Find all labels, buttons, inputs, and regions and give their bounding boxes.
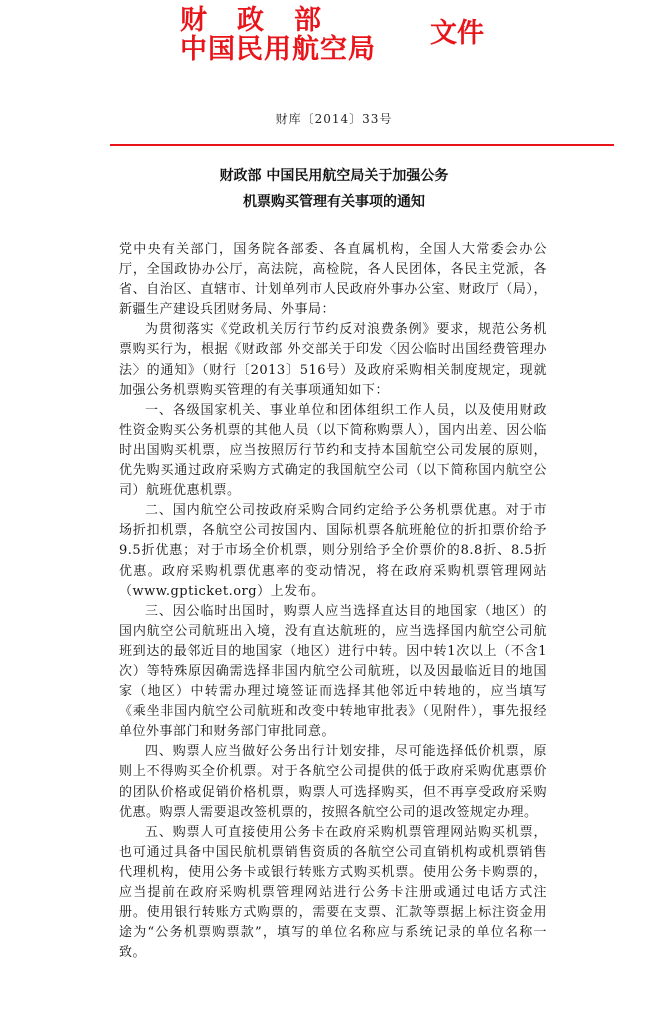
issuer-caac: 中国民用航空局 xyxy=(180,34,376,65)
document-number: 财库〔2014〕33号 xyxy=(275,112,393,126)
document-body xyxy=(119,240,547,963)
red-divider-line xyxy=(110,144,614,146)
paragraph-item-2: 二、国内航空公司按政府采购合同约定给予公务机票优惠。对于市场折扣机票，各航空公司按国内、国际机票各航班舱位的折扣票价给予9.5折优惠；对于市场全价机票，则分别给予全价票价的8.8折、8.5折优惠。政府采购机票优惠率的变动情况，将在政府采购机票管理网站（www.gpticket.org）上发布。 xyxy=(119,503,547,599)
document-title xyxy=(0,163,668,215)
salutation: 党中央有关部门，国务院各部委、各直属机构，全国人大常委会办公厅，全国政协办公厅，高法院，高检院，各人民团体，各民主党派，各省、自治区、直辖市、计划单列市人民政府外事办公室、财政厅（局），新疆生产建设兵团财务局、外事局： xyxy=(119,242,547,318)
document-header xyxy=(0,0,668,70)
paragraph-intro: 为贯彻落实《党政机关厉行节约反对浪费条例》要求，规范公务机票购买行为，根据《财政部 外交部关于印发〈因公临时出国经费管理办法〉的通知》（财行〔2013〕516号）及政府采购相关制度规定，现就加强公务机票购买管理的有关事项通知如下： xyxy=(119,322,547,398)
document-type-label: 文件 xyxy=(430,18,484,49)
document-title-line-1: 财政部 中国民用航空局关于加强公务 xyxy=(219,168,449,184)
issuing-authorities xyxy=(180,6,440,64)
paragraph-item-5: 五、购票人可直接使用公务卡在政府采购机票管理网站购买机票，也可通过具备中国民航机票销售资质的各航空公司直销机构或机票销售代理机构，使用公务卡或银行转账方式购买机票。使用公务卡购票的，应当提前在政府采购机票管理网站进行公务卡注册或通过电话方式注册。使用银行转账方式购票的，需要在支票、汇款等票据上标注资金用途为“公务机票购票款”，填写的单位名称应与系统记录的单位名称一致。 xyxy=(119,824,547,961)
document-title-line-2: 机票购买管理有关事项的通知 xyxy=(243,194,425,210)
paragraph-item-4: 四、购票人应当做好公务出行计划安排，尽可能选择低价机票，原则上不得购买全价机票。对于各航空公司提供的低于政府采购优惠票价的团队价格或促销价格机票，购票人可选择购买，但不再享受政府采购优惠。购票人需要退改签机票的，按照各航空公司的退改签规定办理。 xyxy=(119,744,547,820)
paragraph-item-1: 一、各级国家机关、事业单位和团体组织工作人员，以及使用财政性资金购买公务机票的其他人员（以下简称购票人），国内出差、因公临时出国购买机票，应当按照厉行节约和支持本国航空公司发展的原则，优先购买通过政府采购方式确定的我国航空公司（以下简称国内航空公司）航班优惠机票。 xyxy=(119,402,547,499)
paragraph-item-3: 三、因公临时出国时，购票人应当选择直达目的地国家（地区）的国内航空公司航班出入境，没有直达航班的，应当选择国内航空公司航班到达的最邻近目的地国家（地区）进行中转。因中转1次以上（不含1次）等特殊原因确需选择非国内航空公司航班，以及因最临近目的地国家（地区）中转需办理过境签证而选择其他邻近中转地的，应当填写《乘坐非国内航空公司航班和改变中转地审批表》（见附件），事先报经单位外事部门和财务部门审批同意。 xyxy=(119,603,547,740)
issuer-ministry-of-finance: 财政部 xyxy=(180,5,351,36)
